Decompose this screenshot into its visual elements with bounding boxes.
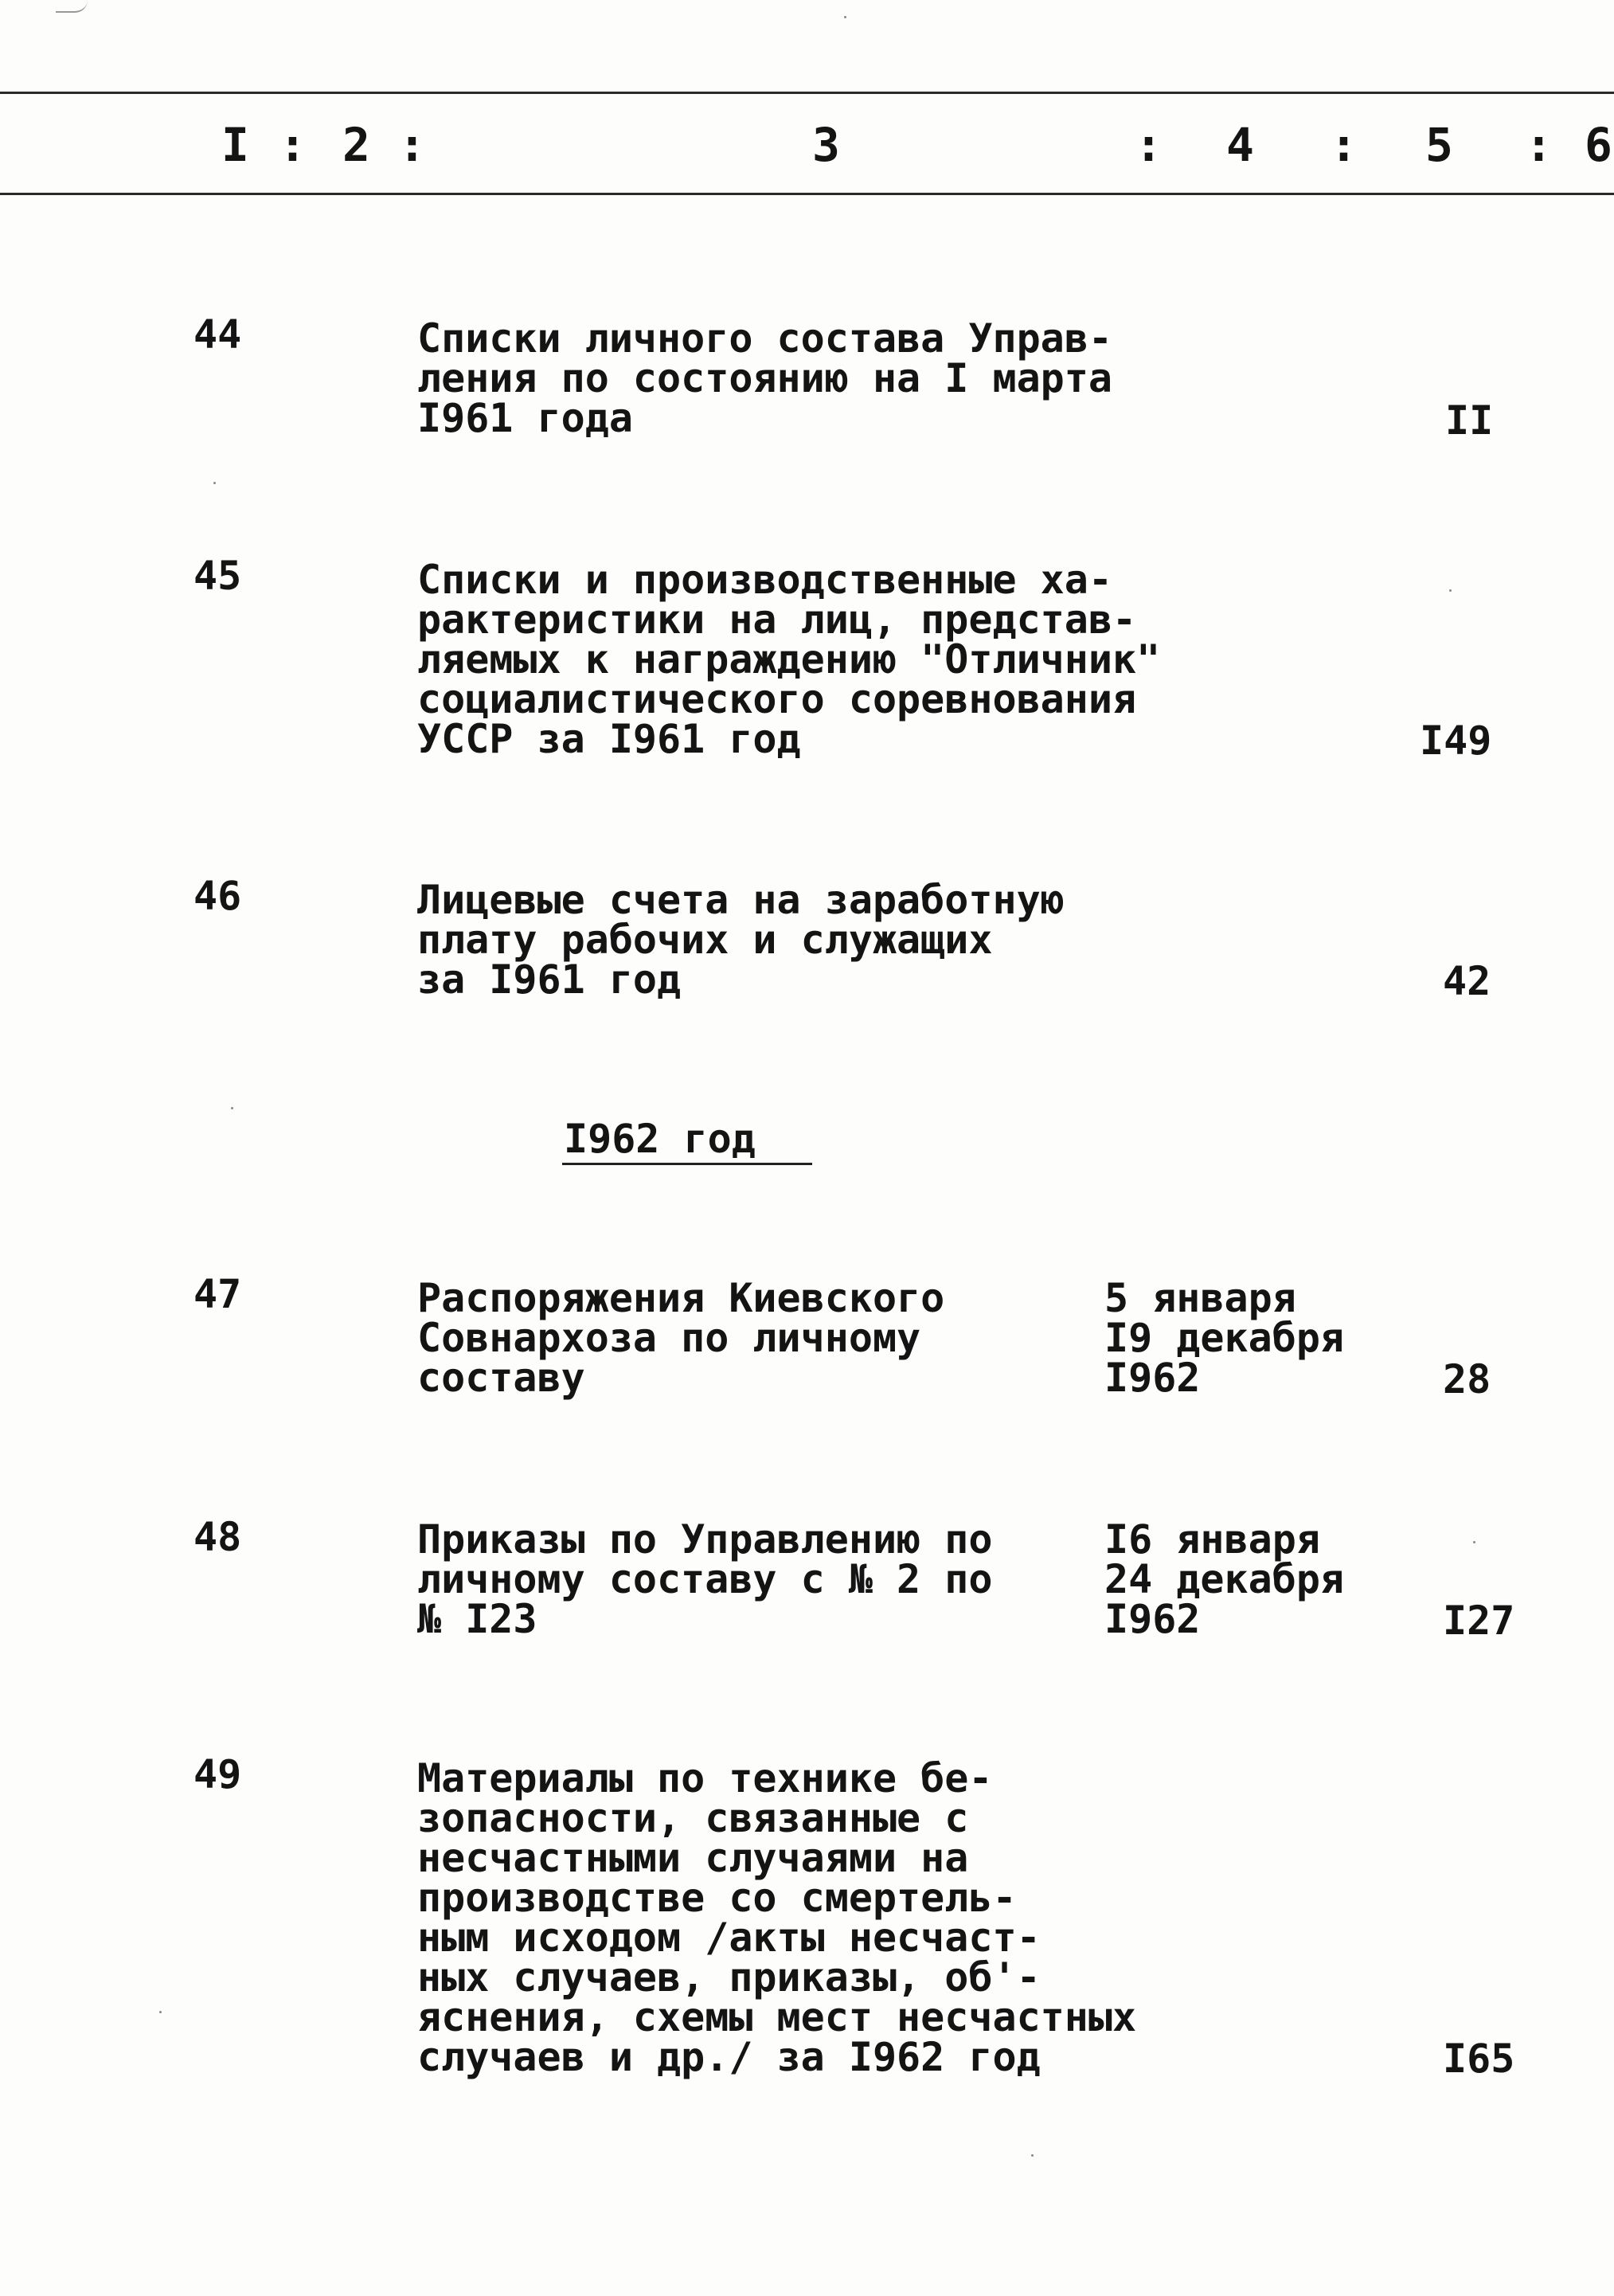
column-separator: :: [1525, 118, 1553, 172]
column-header-4: 4: [1226, 118, 1254, 172]
entry-sheet-count: II: [1445, 397, 1494, 444]
header-top-rule: [0, 92, 1614, 94]
column-header-2: 2: [342, 118, 370, 172]
section-year-heading: I962 год: [564, 1116, 756, 1162]
entry-sheet-count: I27: [1443, 1598, 1515, 1644]
entry-title-line: плату рабочих и служащих: [417, 917, 993, 963]
entry-title-line: яснения, схемы мест несчастных: [417, 1994, 1137, 2040]
entry-date-line: 5 января: [1104, 1275, 1296, 1321]
entry-number: 45: [193, 553, 242, 599]
entry-date-line: I9 декабря: [1104, 1315, 1345, 1361]
entry-number: 49: [193, 1751, 242, 1797]
scan-speck: [213, 482, 216, 484]
entry-date-line: I962: [1104, 1596, 1201, 1642]
column-header-1: I: [221, 118, 249, 172]
entry-title-line: I961 года: [417, 395, 633, 441]
entry-date-line: I6 января: [1104, 1516, 1320, 1563]
scan-speck: [1473, 1541, 1475, 1543]
entry-title-line: составу: [417, 1355, 585, 1401]
entry-title-line: несчастными случаями на: [417, 1835, 969, 1881]
entry-title-line: Списки личного состава Управ-: [417, 315, 1112, 362]
column-separator: :: [1135, 118, 1163, 172]
entry-sheet-count: 42: [1443, 958, 1491, 1004]
entry-title-line: социалистического соревнования: [417, 676, 1137, 722]
entry-title-line: УССР за I961 год: [417, 716, 801, 762]
entry-title-line: Материалы по технике бе-: [417, 1755, 993, 1801]
column-separator: :: [279, 118, 307, 172]
entry-title-line: ления по состоянию на I марта: [417, 355, 1112, 401]
entry-title-line: Списки и производственные ха-: [417, 557, 1112, 603]
scan-speck: [1449, 589, 1452, 592]
entry-title-line: рактеристики на лиц, представ-: [417, 596, 1137, 643]
column-header-6: 6: [1585, 118, 1612, 172]
entry-number: 44: [193, 311, 242, 358]
entry-title-line: ным исходом /акты несчаст-: [417, 1915, 1041, 1961]
entry-title-line: Совнархоза по личному: [417, 1315, 921, 1361]
entry-title-line: Распоряжения Киевского: [417, 1275, 945, 1321]
column-separator: :: [1330, 118, 1358, 172]
entry-sheet-count: 28: [1443, 1356, 1491, 1402]
entry-title-line: производстве со смертель-: [417, 1875, 1017, 1921]
entry-sheet-count: I65: [1443, 2036, 1515, 2082]
scan-speck: [1031, 2154, 1034, 2157]
column-header-5: 5: [1425, 118, 1453, 172]
entry-date-line: I962: [1104, 1355, 1201, 1401]
entry-title-line: случаев и др./ за I962 год: [417, 2034, 1041, 2080]
entry-sheet-count: I49: [1420, 718, 1492, 764]
entry-title-line: ных случаев, приказы, об'-: [417, 1954, 1041, 2001]
entry-title-line: № I23: [417, 1596, 537, 1642]
section-heading-underline: [562, 1163, 812, 1165]
entry-title-line: Приказы по Управлению по: [417, 1516, 993, 1563]
column-separator: :: [398, 118, 426, 172]
scan-speck: [844, 16, 846, 18]
scan-edge-mark: [56, 0, 88, 13]
entry-number: 47: [193, 1271, 242, 1317]
column-header-3: 3: [812, 118, 840, 172]
scan-speck: [159, 2011, 162, 2013]
entry-number: 48: [193, 1514, 242, 1560]
entry-title-line: ляемых к награждению "Отличник": [417, 636, 1161, 683]
entry-date-line: 24 декабря: [1104, 1556, 1345, 1602]
entry-title-line: за I961 год: [417, 956, 682, 1003]
scan-speck: [231, 1107, 233, 1109]
entry-number: 46: [193, 873, 242, 919]
header-bottom-rule: [0, 193, 1614, 195]
entry-title-line: зопасности, связанные с: [417, 1795, 969, 1841]
entry-title-line: личному составу с № 2 по: [417, 1556, 993, 1602]
entry-title-line: Лицевые счета на заработную: [417, 877, 1065, 923]
